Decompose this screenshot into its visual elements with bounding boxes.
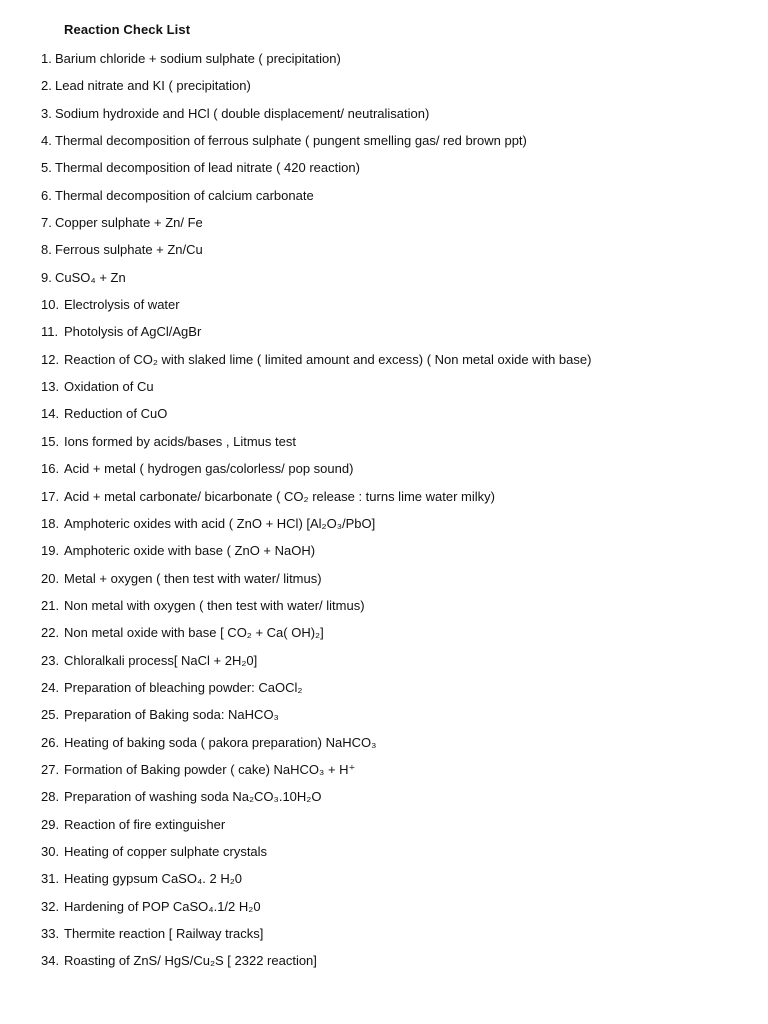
- item-number: 26.: [41, 734, 60, 750]
- page-title: Reaction Check List: [64, 22, 191, 37]
- item-text: Reaction of fire extinguisher: [64, 816, 226, 832]
- item-text: Sodium hydroxide and HCl ( double displacement/ neutralisation): [55, 105, 430, 121]
- item-number: 5.: [41, 160, 52, 176]
- item-text: Thermite reaction [ Railway tracks]: [64, 926, 264, 941]
- item-text: Reduction of CuO: [64, 406, 168, 422]
- item-text: Heating of copper sulphate crystals: [64, 843, 268, 859]
- item-number: 22.: [41, 625, 60, 641]
- item-number: 17.: [41, 488, 60, 504]
- item-number: 23.: [41, 652, 60, 668]
- item-number: 15.: [41, 433, 60, 449]
- item-text: Formation of Baking powder ( cake) NaHCO₃ + H⁺: [64, 761, 356, 777]
- item-text: Lead nitrate and KI ( precipitation): [55, 78, 251, 94]
- item-text: Photolysis of AgCl/AgBr: [64, 324, 202, 340]
- item-text: Preparation of washing soda Na₂CO₃.10H₂O: [64, 789, 322, 805]
- item-text: Heating gypsum CaSO₄. 2 H₂0: [64, 871, 242, 887]
- item-text: Barium chloride + sodium sulphate ( precipitation): [55, 51, 341, 66]
- item-number: 14.: [41, 406, 60, 422]
- item-number: 6.: [41, 187, 52, 203]
- item-text: Ions formed by acids/bases , Litmus test: [64, 433, 296, 449]
- item-text: Chloralkali process[ NaCl + 2H₂0]: [64, 652, 258, 668]
- item-text: Amphoteric oxides with acid ( ZnO + HCl) [Al₂O₃/PbO]: [64, 515, 376, 531]
- item-text: Acid + metal carbonate/ bicarbonate ( CO₂ release : turns lime water milky): [64, 488, 495, 504]
- item-number: 11.: [41, 324, 59, 340]
- item-text: Acid + metal ( hydrogen gas/colorless/ pop sound): [64, 461, 354, 477]
- item-text: Preparation of bleaching powder: CaOCl₂: [64, 679, 303, 695]
- item-text: Copper sulphate + Zn/ Fe: [55, 215, 203, 231]
- item-number: 3.: [41, 105, 52, 121]
- item-number: 21.: [41, 597, 60, 613]
- item-number: 7.: [41, 215, 52, 231]
- item-text: Metal + oxygen ( then test with water/ litmus): [64, 570, 322, 586]
- item-text: Preparation of Baking soda: NaHCO₃: [64, 707, 279, 723]
- item-number: 30.: [41, 843, 60, 859]
- item-number: 34.: [41, 953, 60, 969]
- item-number: 29.: [41, 816, 60, 832]
- item-text: Thermal decomposition of calcium carbonate: [55, 187, 314, 203]
- item-number: 10.: [41, 297, 60, 313]
- item-number: 19.: [41, 543, 60, 559]
- item-text: Non metal oxide with base [ CO₂ + Ca( OH)₂]: [64, 625, 324, 641]
- item-text: Roasting of ZnS/ HgS/Cu₂S [ 2322 reaction]: [64, 953, 317, 969]
- item-number: 2.: [41, 78, 52, 94]
- item-text: Thermal decomposition of ferrous sulphate ( pungent smelling gas/ red brown ppt): [55, 133, 527, 149]
- item-text: Electrolysis of water: [64, 297, 180, 313]
- item-number: 24.: [41, 679, 60, 695]
- item-number: 20.: [41, 570, 60, 586]
- item-number: 28.: [41, 789, 60, 805]
- item-text: Oxidation of Cu: [64, 379, 154, 395]
- item-number: 1.: [41, 51, 52, 66]
- item-number: 32.: [41, 898, 60, 914]
- item-text: Heating of baking soda ( pakora preparation) NaHCO₃: [64, 734, 377, 750]
- item-number: 4.: [41, 133, 52, 149]
- item-number: 27.: [41, 761, 60, 777]
- item-text: Ferrous sulphate + Zn/Cu: [55, 242, 203, 258]
- item-number: 25.: [41, 707, 60, 723]
- item-text: Non metal with oxygen ( then test with water/ litmus): [64, 597, 365, 613]
- item-text: Amphoteric oxide with base ( ZnO + NaOH): [64, 543, 316, 559]
- item-number: 9.: [41, 269, 52, 285]
- item-text: Thermal decomposition of lead nitrate ( 420 reaction): [55, 160, 360, 176]
- item-number: 8.: [41, 242, 52, 258]
- item-number: 13.: [41, 379, 60, 395]
- item-number: 33.: [41, 926, 60, 941]
- item-text: Hardening of POP CaSO₄.1/2 H₂0: [64, 898, 261, 914]
- item-text: Reaction of CO₂ with slaked lime ( limited amount and excess) ( Non metal oxide with base): [64, 351, 592, 367]
- item-text: CuSO₄ + Zn: [55, 269, 126, 285]
- item-number: 12.: [41, 351, 60, 367]
- item-number: 18.: [41, 515, 60, 531]
- item-number: 31.: [41, 871, 60, 887]
- item-number: 16.: [41, 461, 60, 477]
